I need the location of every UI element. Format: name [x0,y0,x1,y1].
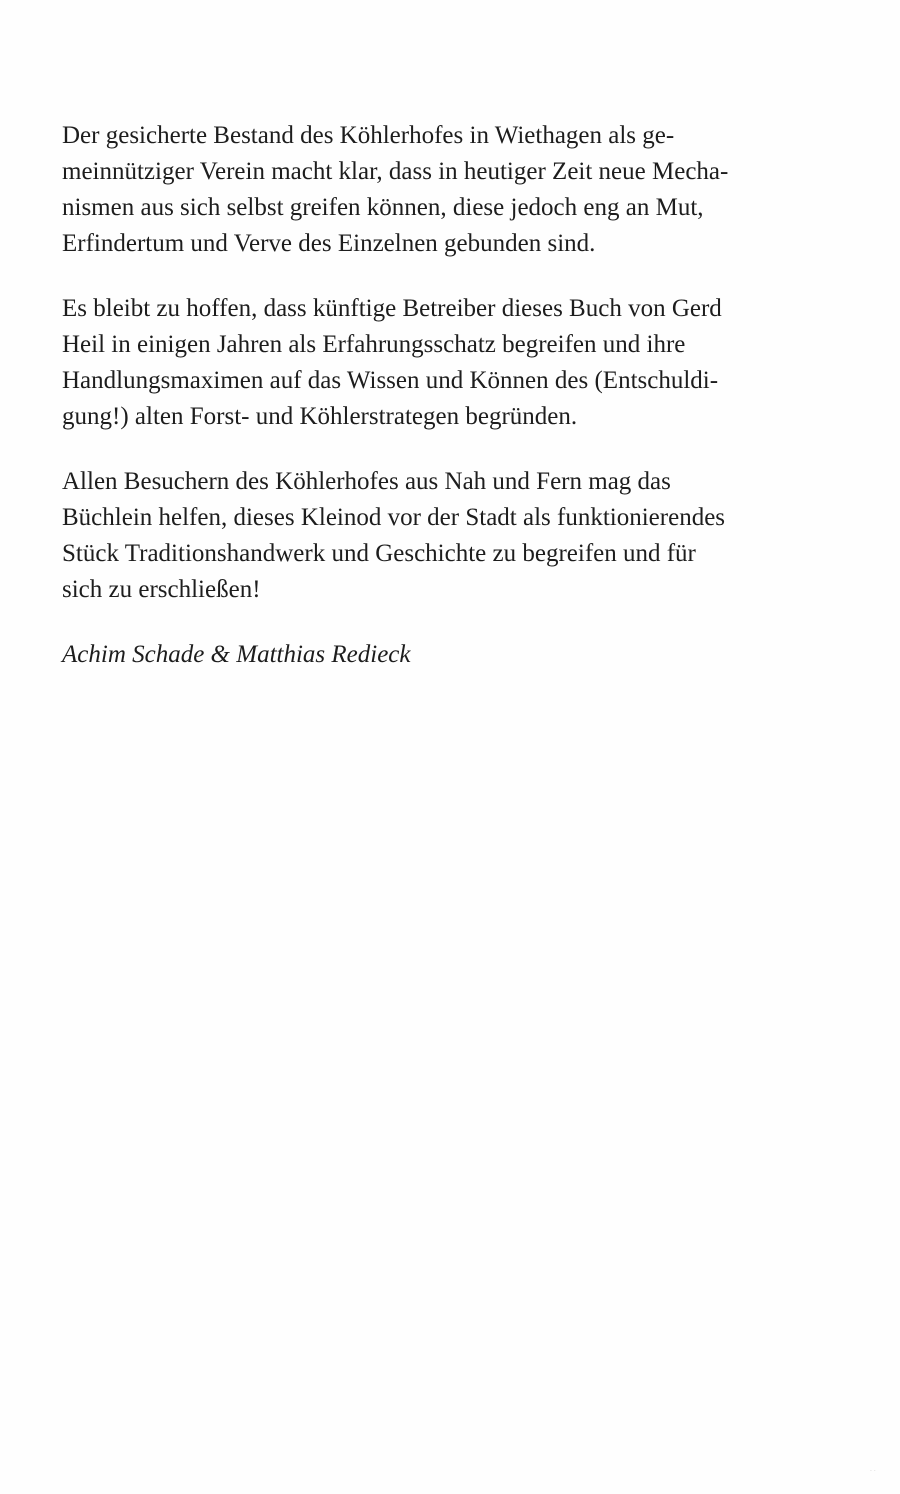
text-line: Heil in einigen Jahren als Erfahrungsschatz begreifen und ihre [62,331,686,358]
text-line: Erfindertum und Verve des Einzelnen gebunden sind. [62,230,596,257]
text-line: Handlungsmaximen auf das Wissen und Können des (Entschuldi- [62,367,719,394]
text-line: Allen Besuchern des Köhlerhofes aus Nah und Fern mag das [62,468,671,495]
text-body [62,118,802,698]
text-line: gung!) alten Forst- und Köhlerstrategen begründen. [62,403,578,430]
text-line: Stück Traditionshandwerk und Geschichte zu begreifen und für [62,540,696,567]
paragraph-3 [62,464,802,608]
text-line: meinnütziger Verein macht klar, dass in heutiger Zeit neue Mecha- [62,158,729,185]
text-line: Der gesicherte Bestand des Köhlerhofes in Wiethagen als ge- [62,122,675,149]
signature: Achim Schade & Matthias Redieck [62,641,411,668]
scan-artifact-icon: · · [870,1468,876,1475]
text-line: nismen aus sich selbst greifen können, diese jedoch eng an Mut, [62,194,704,221]
paragraph-1 [62,118,802,262]
text-line: Es bleibt zu hoffen, dass künftige Betreiber dieses Buch von Gerd [62,295,722,322]
paragraph-2 [62,291,802,435]
text-line: sich zu erschließen! [62,576,261,603]
text-line: Büchlein helfen, dieses Kleinod vor der Stadt als funktionierendes [62,504,726,531]
